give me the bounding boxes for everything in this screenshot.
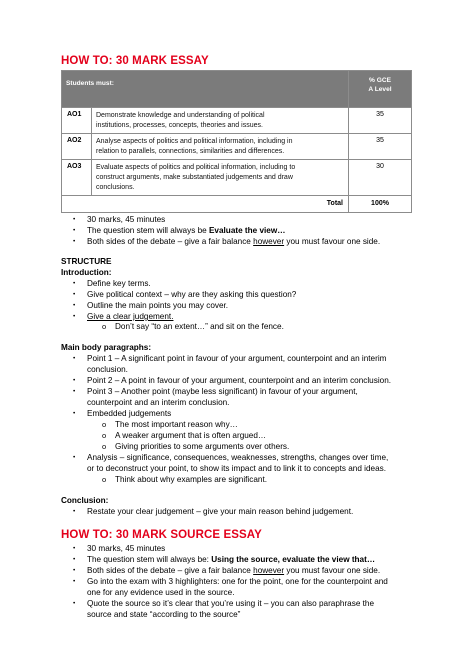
row-desc-line: Analyse aspects of politics and political information, including in	[96, 138, 293, 145]
conclusion-heading: Conclusion:	[61, 496, 109, 505]
bullet-icon: •	[73, 377, 76, 384]
source-quote-line1: Quote the source so it’s clear that you’re using it – you can also paraphrase the	[87, 599, 375, 608]
balance-post: you must favour one side.	[284, 237, 381, 246]
row-description	[92, 160, 349, 196]
introduction-heading: Introduction:	[61, 268, 112, 277]
row-code: AO3	[62, 160, 92, 196]
point1-line1: Point 1 – A significant point in favour of your argument, counterpoint and an interim	[87, 354, 387, 363]
sub-bullet-icon: o	[102, 475, 107, 484]
main-body-heading: Main body paragraphs:	[61, 343, 152, 352]
balance-text: Both sides of the debate – give a fair balance	[87, 237, 254, 246]
bullet-icon: •	[73, 227, 76, 234]
bullet-icon: •	[73, 355, 76, 362]
analysis-line1: Analysis – significance, consequences, weaknesses, strengths, changes over time,	[87, 453, 389, 462]
sub-bullet-icon: o	[102, 431, 107, 440]
bullet-icon: •	[73, 454, 76, 461]
essay-bullet-marks: 30 marks, 45 minutes	[87, 215, 166, 224]
intro-item: Outline the main points you may cover.	[87, 301, 229, 310]
row-description	[92, 108, 349, 134]
bullet-icon: •	[73, 545, 76, 552]
sub-bullet-icon: o	[102, 322, 107, 331]
essay-bullet-balance	[87, 237, 380, 247]
row-percent: 35	[349, 134, 412, 160]
table-header-percent	[349, 71, 412, 108]
row-desc-line: conclusions.	[96, 183, 135, 191]
essay-title: HOW TO: 30 MARK ESSAY	[61, 55, 209, 67]
structure-heading: STRUCTURE	[61, 257, 112, 266]
essay-bullet-stem	[87, 226, 285, 236]
source-bullet-balance	[87, 566, 380, 576]
table-header-row	[62, 71, 412, 108]
balance-underline: however	[253, 237, 285, 246]
embedded-sub-item: The most important reason why…	[115, 420, 238, 429]
row-description	[92, 134, 349, 160]
embedded-judgements: Embedded judgements	[87, 409, 172, 418]
embedded-sub-item: Giving priorities to some arguments over others.	[115, 442, 290, 451]
intro-judgement: Give a clear judgement.	[87, 312, 174, 321]
analysis-sub-item: Think about why examples are significant.	[115, 475, 268, 484]
source-bullet-stem	[87, 555, 375, 565]
stem-text: The question stem will always be	[87, 226, 209, 235]
total-value: 100%	[349, 196, 412, 213]
bullet-icon: •	[73, 410, 76, 417]
source-stem-text: The question stem will always be:	[87, 555, 212, 564]
header-percent-line2: A Level	[368, 86, 392, 93]
intro-item: Define key terms.	[87, 279, 151, 288]
point3-line1: Point 3 – Another point (maybe less significant) in favour of your argument,	[87, 387, 358, 396]
sub-bullet-icon: o	[102, 420, 107, 429]
bullet-icon: •	[73, 291, 76, 298]
bullet-icon: •	[73, 216, 76, 223]
row-percent: 30	[349, 160, 412, 196]
row-desc-line: construct arguments, make substantiated judgements and draw	[96, 173, 293, 181]
bullet-icon: •	[73, 556, 76, 563]
source-quote-line2: source and state “according to the source”	[87, 610, 241, 619]
source-balance-underline: however	[253, 566, 285, 575]
source-highlighters-line1: Go into the exam with 3 highlighters: one for the point, one for the counterpoint and	[87, 577, 388, 586]
source-essay-title: HOW TO: 30 MARK SOURCE ESSAY	[61, 529, 262, 541]
bullet-icon: •	[73, 280, 76, 287]
table-row	[62, 134, 412, 160]
bullet-icon: •	[73, 578, 76, 585]
bullet-icon: •	[73, 567, 76, 574]
table-row	[62, 108, 412, 134]
intro-item: Give political context – why are they asking this question?	[87, 290, 297, 299]
bullet-icon: •	[73, 508, 76, 515]
table-total-row	[62, 196, 412, 213]
point2: Point 2 – A point in favour of your argument, counterpoint and an interim conclusion.	[87, 376, 392, 385]
source-highlighters-line2: one for any evidence used in the source.	[87, 588, 235, 597]
row-desc-line: relation to parallels, connections, similarities and differences.	[96, 147, 285, 155]
table-row	[62, 160, 412, 196]
point3-line2: counterpoint and an interim conclusion.	[87, 398, 230, 407]
assessment-objectives-table	[61, 70, 412, 213]
table-header-students-must: Students must:	[62, 71, 349, 108]
analysis-line2: or to deconstruct your point, to show its impact and to link it to concepts and ideas.	[87, 464, 387, 473]
bullet-icon: •	[73, 313, 76, 320]
intro-sub-item: Don’t say “to an extent…” and sit on the fence.	[115, 322, 284, 331]
source-stem-bold: Using the source, evaluate the view that…	[211, 555, 376, 564]
embedded-sub-item: A weaker argument that is often argued…	[115, 431, 267, 440]
sub-bullet-icon: o	[102, 442, 107, 451]
row-percent: 35	[349, 108, 412, 134]
source-balance-text: Both sides of the debate – give a fair balance	[87, 566, 254, 575]
bullet-icon: •	[73, 238, 76, 245]
bullet-icon: •	[73, 600, 76, 607]
point1-line2: conclusion.	[87, 365, 128, 374]
bullet-icon: •	[73, 302, 76, 309]
stem-bold: Evaluate the view…	[208, 226, 286, 235]
row-code: AO1	[62, 108, 92, 134]
row-desc-line: institutions, processes, concepts, theories and issues.	[96, 121, 263, 129]
source-bullet-marks: 30 marks, 45 minutes	[87, 544, 166, 553]
row-desc-line: Evaluate aspects of politics and political information, including to	[96, 164, 296, 171]
row-desc-line: Demonstrate knowledge and understanding of political	[96, 112, 265, 119]
row-code: AO2	[62, 134, 92, 160]
header-percent-line1: % GCE	[369, 77, 391, 84]
conclusion-item: Restate your clear judgement – give your main reason behind judgement.	[87, 507, 354, 516]
source-balance-post: you must favour one side.	[284, 566, 381, 575]
bullet-icon: •	[73, 388, 76, 395]
total-label: Total	[62, 196, 349, 213]
